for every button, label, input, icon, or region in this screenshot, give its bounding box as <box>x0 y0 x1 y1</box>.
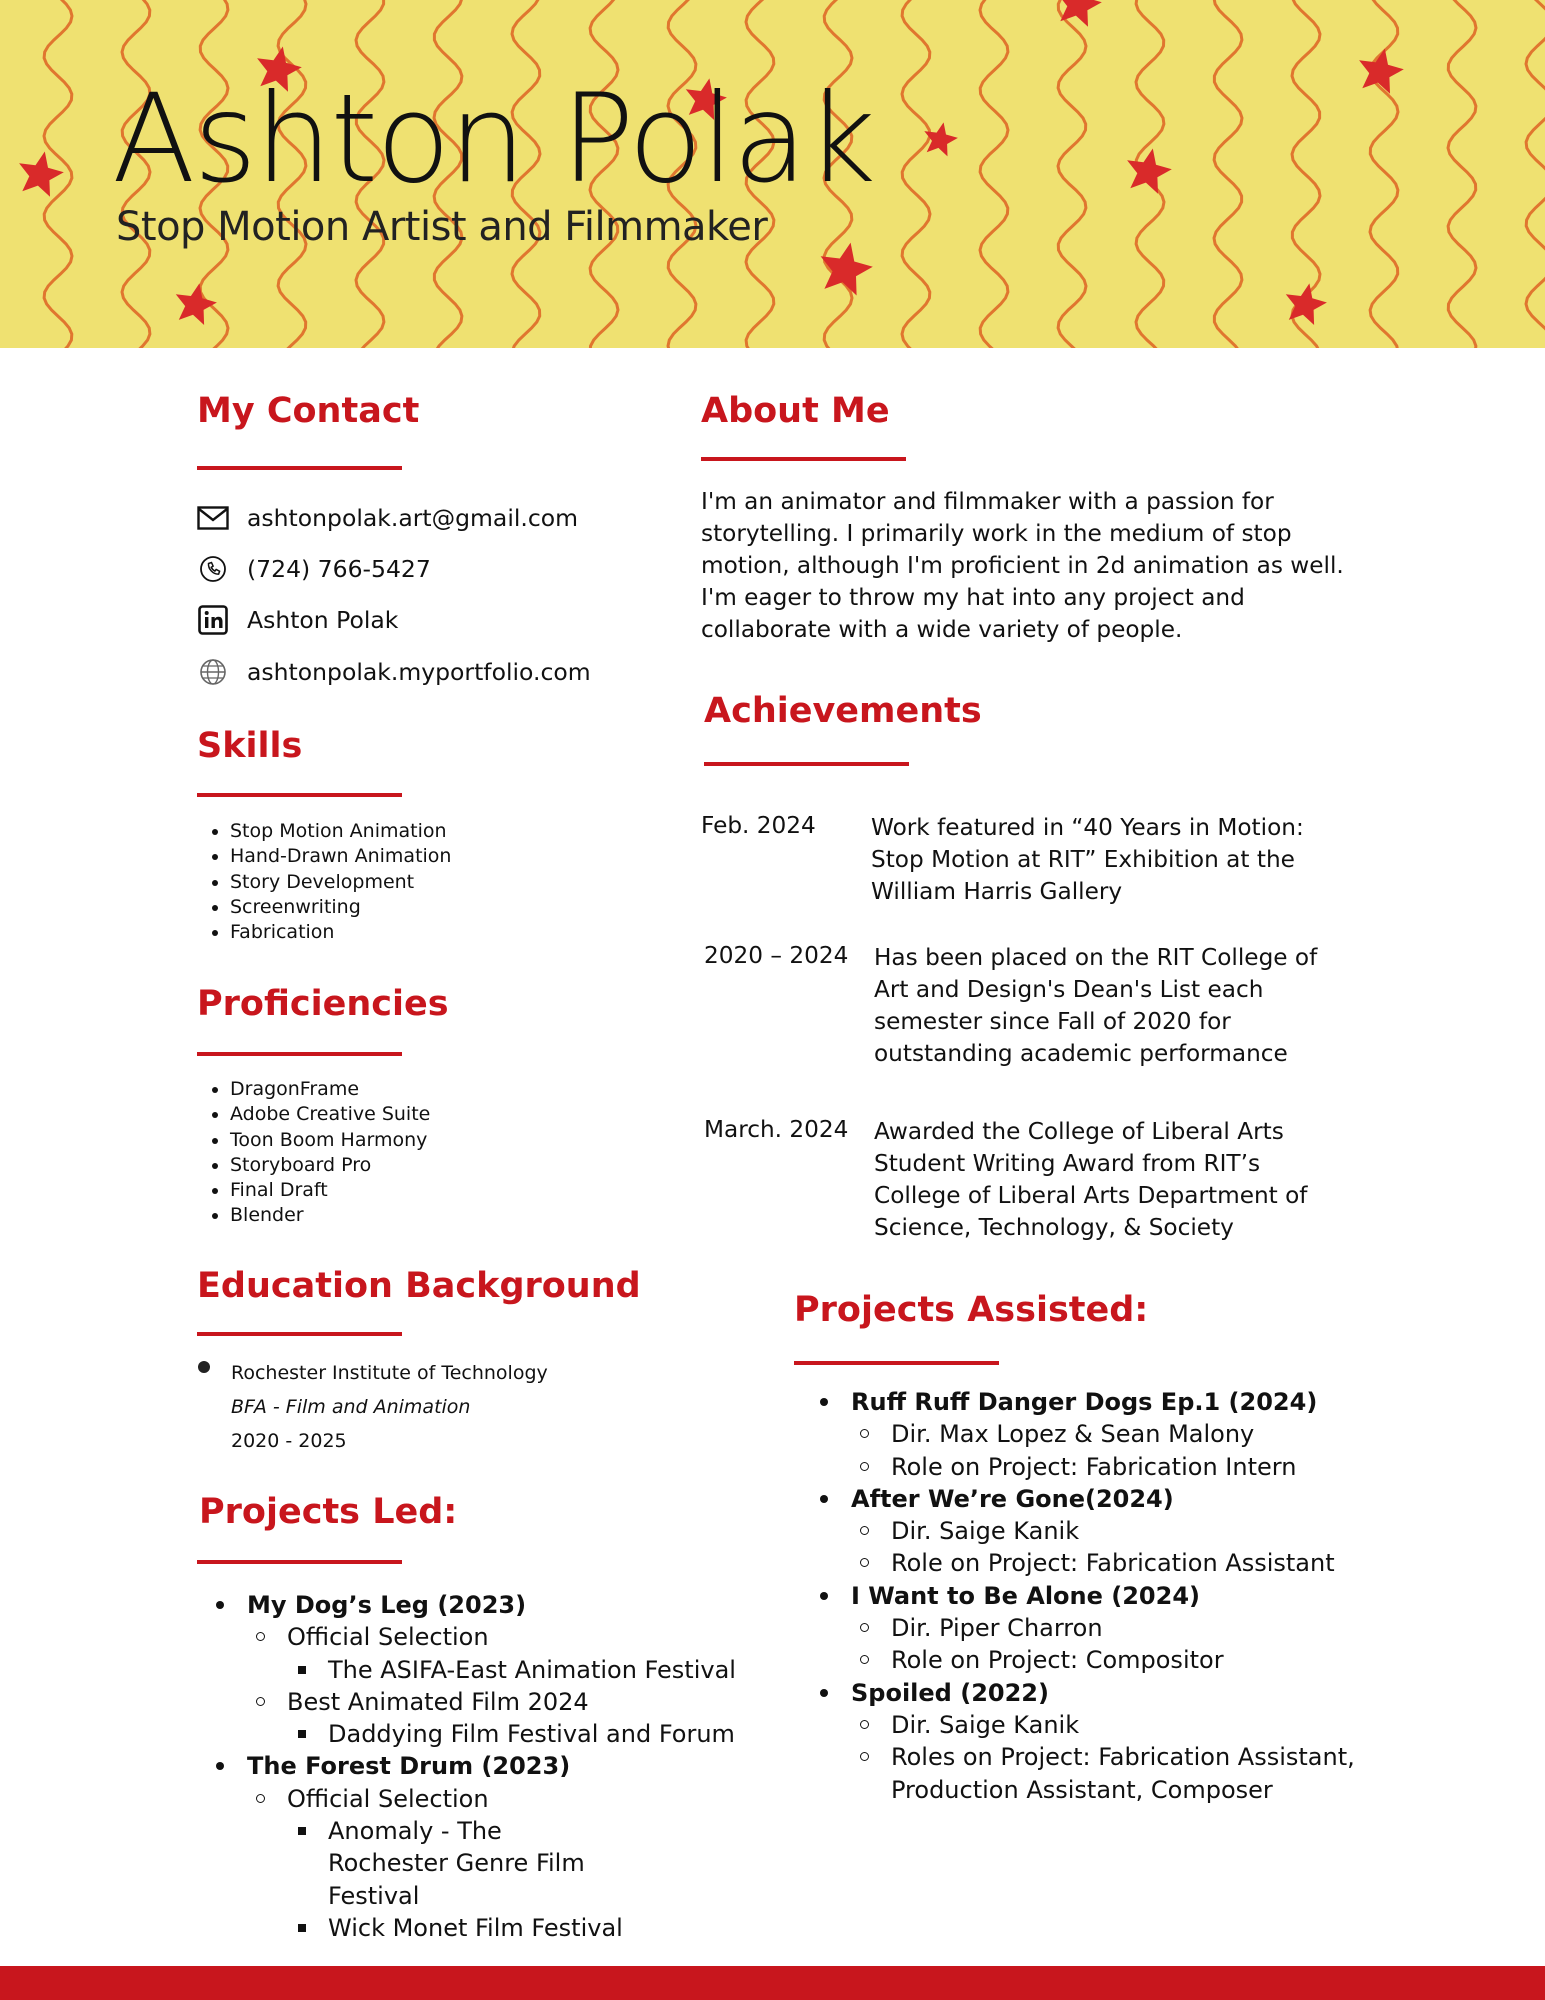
about-heading-rule <box>701 457 906 461</box>
header-banner <box>0 0 1545 348</box>
project-detail: Best Animated Film 2024 <box>197 1686 757 1718</box>
achievements-heading-rule <box>704 762 909 766</box>
list-item: • DragonFrame <box>230 1077 430 1102</box>
project-title: Ruff Ruff Danger Dogs Ep.1 (2024) <box>801 1386 1361 1418</box>
project-detail: Dir. Max Lopez & Sean Malony <box>801 1418 1361 1450</box>
skills-heading: Skills <box>197 726 303 766</box>
wave-line <box>1214 0 1242 348</box>
list-item: • Toon Boom Harmony <box>230 1128 430 1153</box>
contact-phone[interactable] <box>197 553 431 585</box>
achievements-heading: Achievements <box>704 691 982 731</box>
projects-led-heading-rule <box>197 1560 402 1564</box>
proficiencies-heading: Proficiencies <box>197 984 449 1024</box>
education-bullet <box>198 1361 210 1373</box>
contact-website[interactable] <box>197 656 591 688</box>
achievement-text: Awarded the College of Liberal Arts Student Writing Award from RIT’s College of Liberal Arts Department of Science, Technology, & Society <box>874 1118 1308 1241</box>
contact-email-text: ashtonpolak.art@gmail.com <box>247 504 579 532</box>
contact-linkedin-text: Ashton Polak <box>247 606 399 634</box>
list-item: • Blender <box>230 1203 430 1228</box>
contact-linkedin[interactable] <box>197 604 398 636</box>
list-item: • Stop Motion Animation <box>230 819 451 844</box>
projects-assisted-list <box>801 1386 1361 1806</box>
list-item: • Fabrication <box>230 920 451 945</box>
project-detail: Dir. Saige Kanik <box>801 1709 1361 1741</box>
project-subdetail: Daddying Film Festival and Forum <box>197 1718 757 1750</box>
education-degree: BFA - Film and Animation <box>231 1396 471 1418</box>
projects-led-list <box>197 1589 757 1944</box>
contact-website-text: ashtonpolak.myportfolio.com <box>247 658 591 686</box>
contact-phone-text: (724) 766-5427 <box>247 555 431 583</box>
achievement-date: Feb. 2024 <box>701 812 816 839</box>
list-item: • Adobe Creative Suite <box>230 1102 430 1127</box>
list-item: • Hand-Drawn Animation <box>230 844 451 869</box>
wave-line <box>1058 0 1086 348</box>
project-subdetail: Wick Monet Film Festival <box>197 1912 757 1944</box>
star-icon <box>1127 149 1172 194</box>
projects-led-heading: Projects Led: <box>199 1492 458 1532</box>
project-detail: Dir. Piper Charron <box>801 1612 1361 1644</box>
about-text: I'm an animator and filmmaker with a passion for storytelling. I primarily work in the medium of stop motion, although I'm proficient in 2d animation as well. I'm eager to throw my hat into any project and collaborate with a wide variety of people. <box>701 488 1344 643</box>
wave-line <box>1448 0 1476 348</box>
globe-icon <box>197 656 229 688</box>
phone-icon <box>197 553 229 585</box>
education-heading: Education Background <box>197 1266 641 1306</box>
proficiencies-list <box>197 1077 430 1229</box>
project-detail: Role on Project: Fabrication Intern <box>801 1451 1361 1483</box>
proficiencies-heading-rule <box>197 1052 402 1056</box>
footer-bar <box>0 1966 1545 2000</box>
education-years: 2020 - 2025 <box>231 1430 347 1452</box>
star-icon <box>19 152 64 197</box>
project-title: My Dog’s Leg (2023) <box>197 1589 757 1621</box>
education-heading-rule <box>197 1332 402 1336</box>
list-item: • Screenwriting <box>230 895 451 920</box>
contact-heading-rule <box>197 466 402 470</box>
skills-list <box>197 819 451 945</box>
project-detail: Official Selection <box>197 1621 757 1653</box>
education-school: Rochester Institute of Technology <box>231 1362 548 1384</box>
project-title: The Forest Drum (2023) <box>197 1750 757 1782</box>
project-subdetail: The ASIFA-East Animation Festival <box>197 1654 757 1686</box>
star-icon <box>1057 0 1102 27</box>
contact-email[interactable] <box>197 502 578 534</box>
wave-line <box>1526 0 1545 348</box>
projects-assisted-heading-rule <box>794 1361 999 1365</box>
linkedin-icon <box>197 604 229 636</box>
achievement-date: 2020 – 2024 <box>704 942 849 969</box>
project-detail: Role on Project: Fabrication Assistant <box>801 1547 1361 1579</box>
applicant-name: Ashton Polak <box>112 68 875 210</box>
achievement-date: March. 2024 <box>704 1116 849 1143</box>
star-icon <box>176 283 217 325</box>
project-detail: Role on Project: Compositor <box>801 1644 1361 1676</box>
skills-heading-rule <box>197 793 402 797</box>
projects-assisted-heading: Projects Assisted: <box>794 1290 1149 1330</box>
project-subdetail: Anomaly - The Rochester Genre Film Festival <box>197 1815 618 1912</box>
project-detail: Official Selection <box>197 1783 757 1815</box>
list-item: • Story Development <box>230 870 451 895</box>
about-heading: About Me <box>701 391 890 431</box>
project-title: I Want to Be Alone (2024) <box>801 1580 1361 1612</box>
list-item: • Storyboard Pro <box>230 1153 430 1178</box>
wave-line <box>902 0 930 348</box>
project-title: After We’re Gone(2024) <box>801 1483 1361 1515</box>
project-detail: Dir. Saige Kanik <box>801 1515 1361 1547</box>
project-detail: Roles on Project: Fabrication Assistant, Production Assistant, Composer <box>801 1741 1361 1806</box>
project-title: Spoiled (2022) <box>801 1677 1361 1709</box>
mail-icon <box>197 502 229 534</box>
achievement-text: Has been placed on the RIT College of Art and Design's Dean's List each semester since Fall of 2020 for outstanding academic performance <box>874 944 1318 1067</box>
contact-heading: My Contact <box>197 391 420 431</box>
wave-line <box>980 0 1008 348</box>
list-item: • Final Draft <box>230 1178 430 1203</box>
applicant-title: Stop Motion Artist and Filmmaker <box>116 204 768 250</box>
achievement-text: Work featured in “40 Years in Motion: Stop Motion at RIT” Exhibition at the William Harris Gallery <box>871 814 1304 905</box>
